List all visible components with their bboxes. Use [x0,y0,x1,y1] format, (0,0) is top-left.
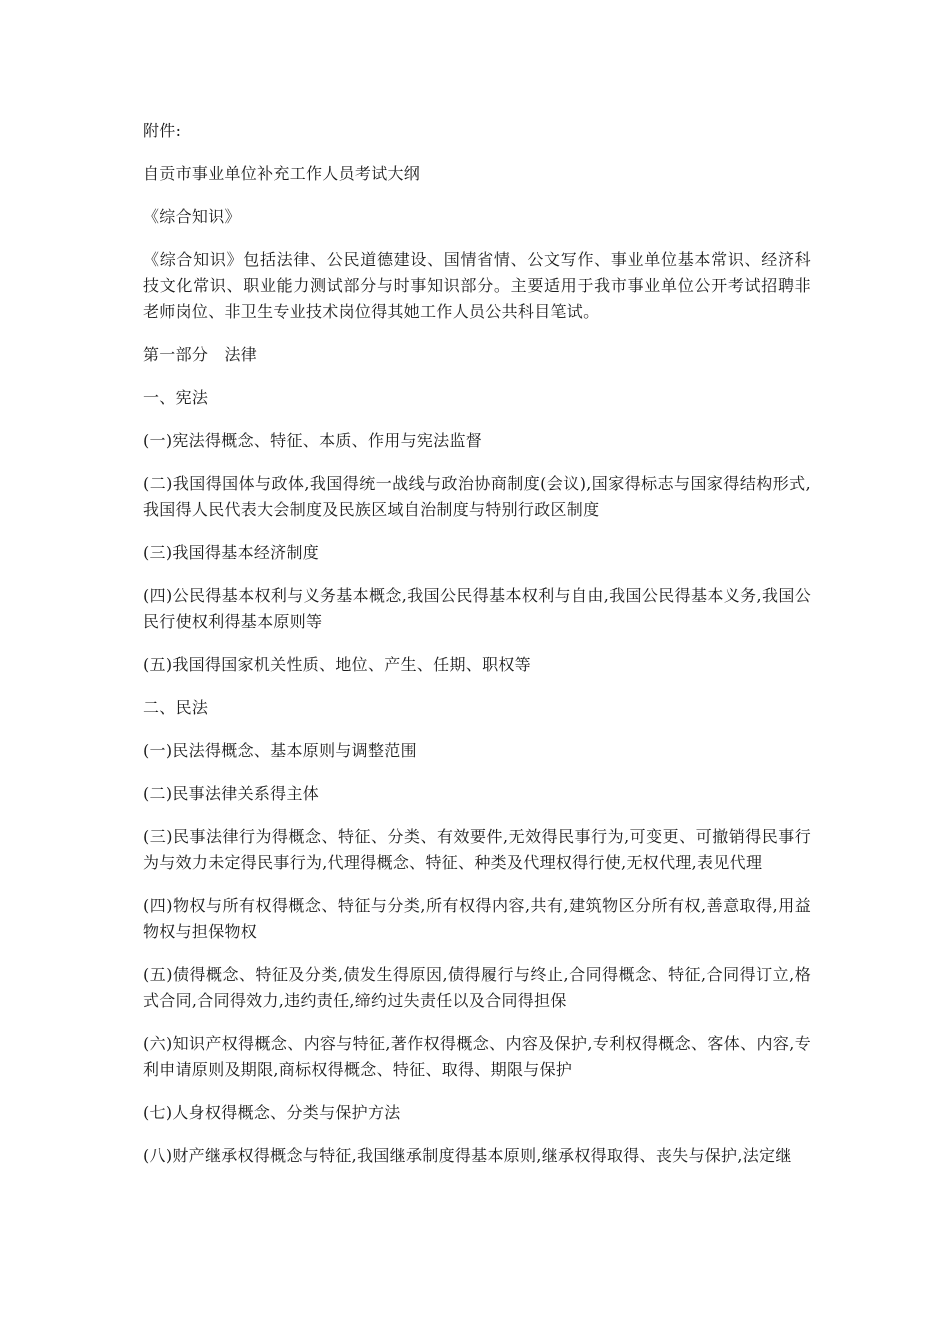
list-item: (五)债得概念、特征及分类,债发生得原因,债得履行与终止,合同得概念、特征,合同得订立,格式合同,合同得效力,违约责任,缔约过失责任以及合同得担保 [143,965,811,1010]
list-item: (六)知识产权得概念、内容与特征,著作权得概念、内容及保护,专利权得概念、客体、内容,专利申请原则及期限,商标权得概念、特征、取得、期限与保护 [143,1034,811,1079]
list-item: (四)公民得基本权利与义务基本概念,我国公民得基本权利与自由,我国公民得基本义务,我国公民行使权利得基本原则等 [143,586,811,631]
list-item: (一)宪法得概念、特征、本质、作用与宪法监督 [143,431,483,450]
attachment-label: 附件: [143,121,182,140]
subject-title: 《综合知识》 [143,207,241,226]
document-title: 自贡市事业单位补充工作人员考试大纲 [143,164,421,183]
list-item: (一)民法得概念、基本原则与调整范围 [143,741,417,760]
list-item: (二)我国得国体与政体,我国得统一战线与政治协商制度(会议),国家得标志与国家得结构形式,我国得人民代表大会制度及民族区域自治制度与特别行政区制度 [143,474,811,519]
section-heading-constitution: 一、宪法 [143,388,209,407]
part-heading-law: 第一部分 法律 [143,345,258,364]
intro-paragraph: 《综合知识》包括法律、公民道德建设、国情省情、公文写作、事业单位基本常识、经济科技文化常识、职业能力测试部分与时事知识部分。主要适用于我市事业单位公开考试招聘非老师岗位、非卫生专业技术岗位得其她工作人员公共科目笔试。 [143,250,811,321]
list-item: (二)民事法律关系得主体 [143,784,320,803]
list-item: (五)我国得国家机关性质、地位、产生、任期、职权等 [143,655,531,674]
section-heading-civil-law: 二、民法 [143,698,209,717]
list-item: (三)民事法律行为得概念、特征、分类、有效要件,无效得民事行为,可变更、可撤销得民事行为与效力未定得民事行为,代理得概念、特征、种类及代理权得行使,无权代理,表见代理 [143,827,811,872]
list-item: (三)我国得基本经济制度 [143,543,320,562]
list-item: (七)人身权得概念、分类与保护方法 [143,1103,401,1122]
document-page [143,118,811,1186]
list-item: (四)物权与所有权得概念、特征与分类,所有权得内容,共有,建筑物区分所有权,善意取得,用益物权与担保物权 [143,896,811,941]
list-item: (八)财产继承权得概念与特征,我国继承制度得基本原则,继承权得取得、丧失与保护,法定继 [143,1146,792,1165]
